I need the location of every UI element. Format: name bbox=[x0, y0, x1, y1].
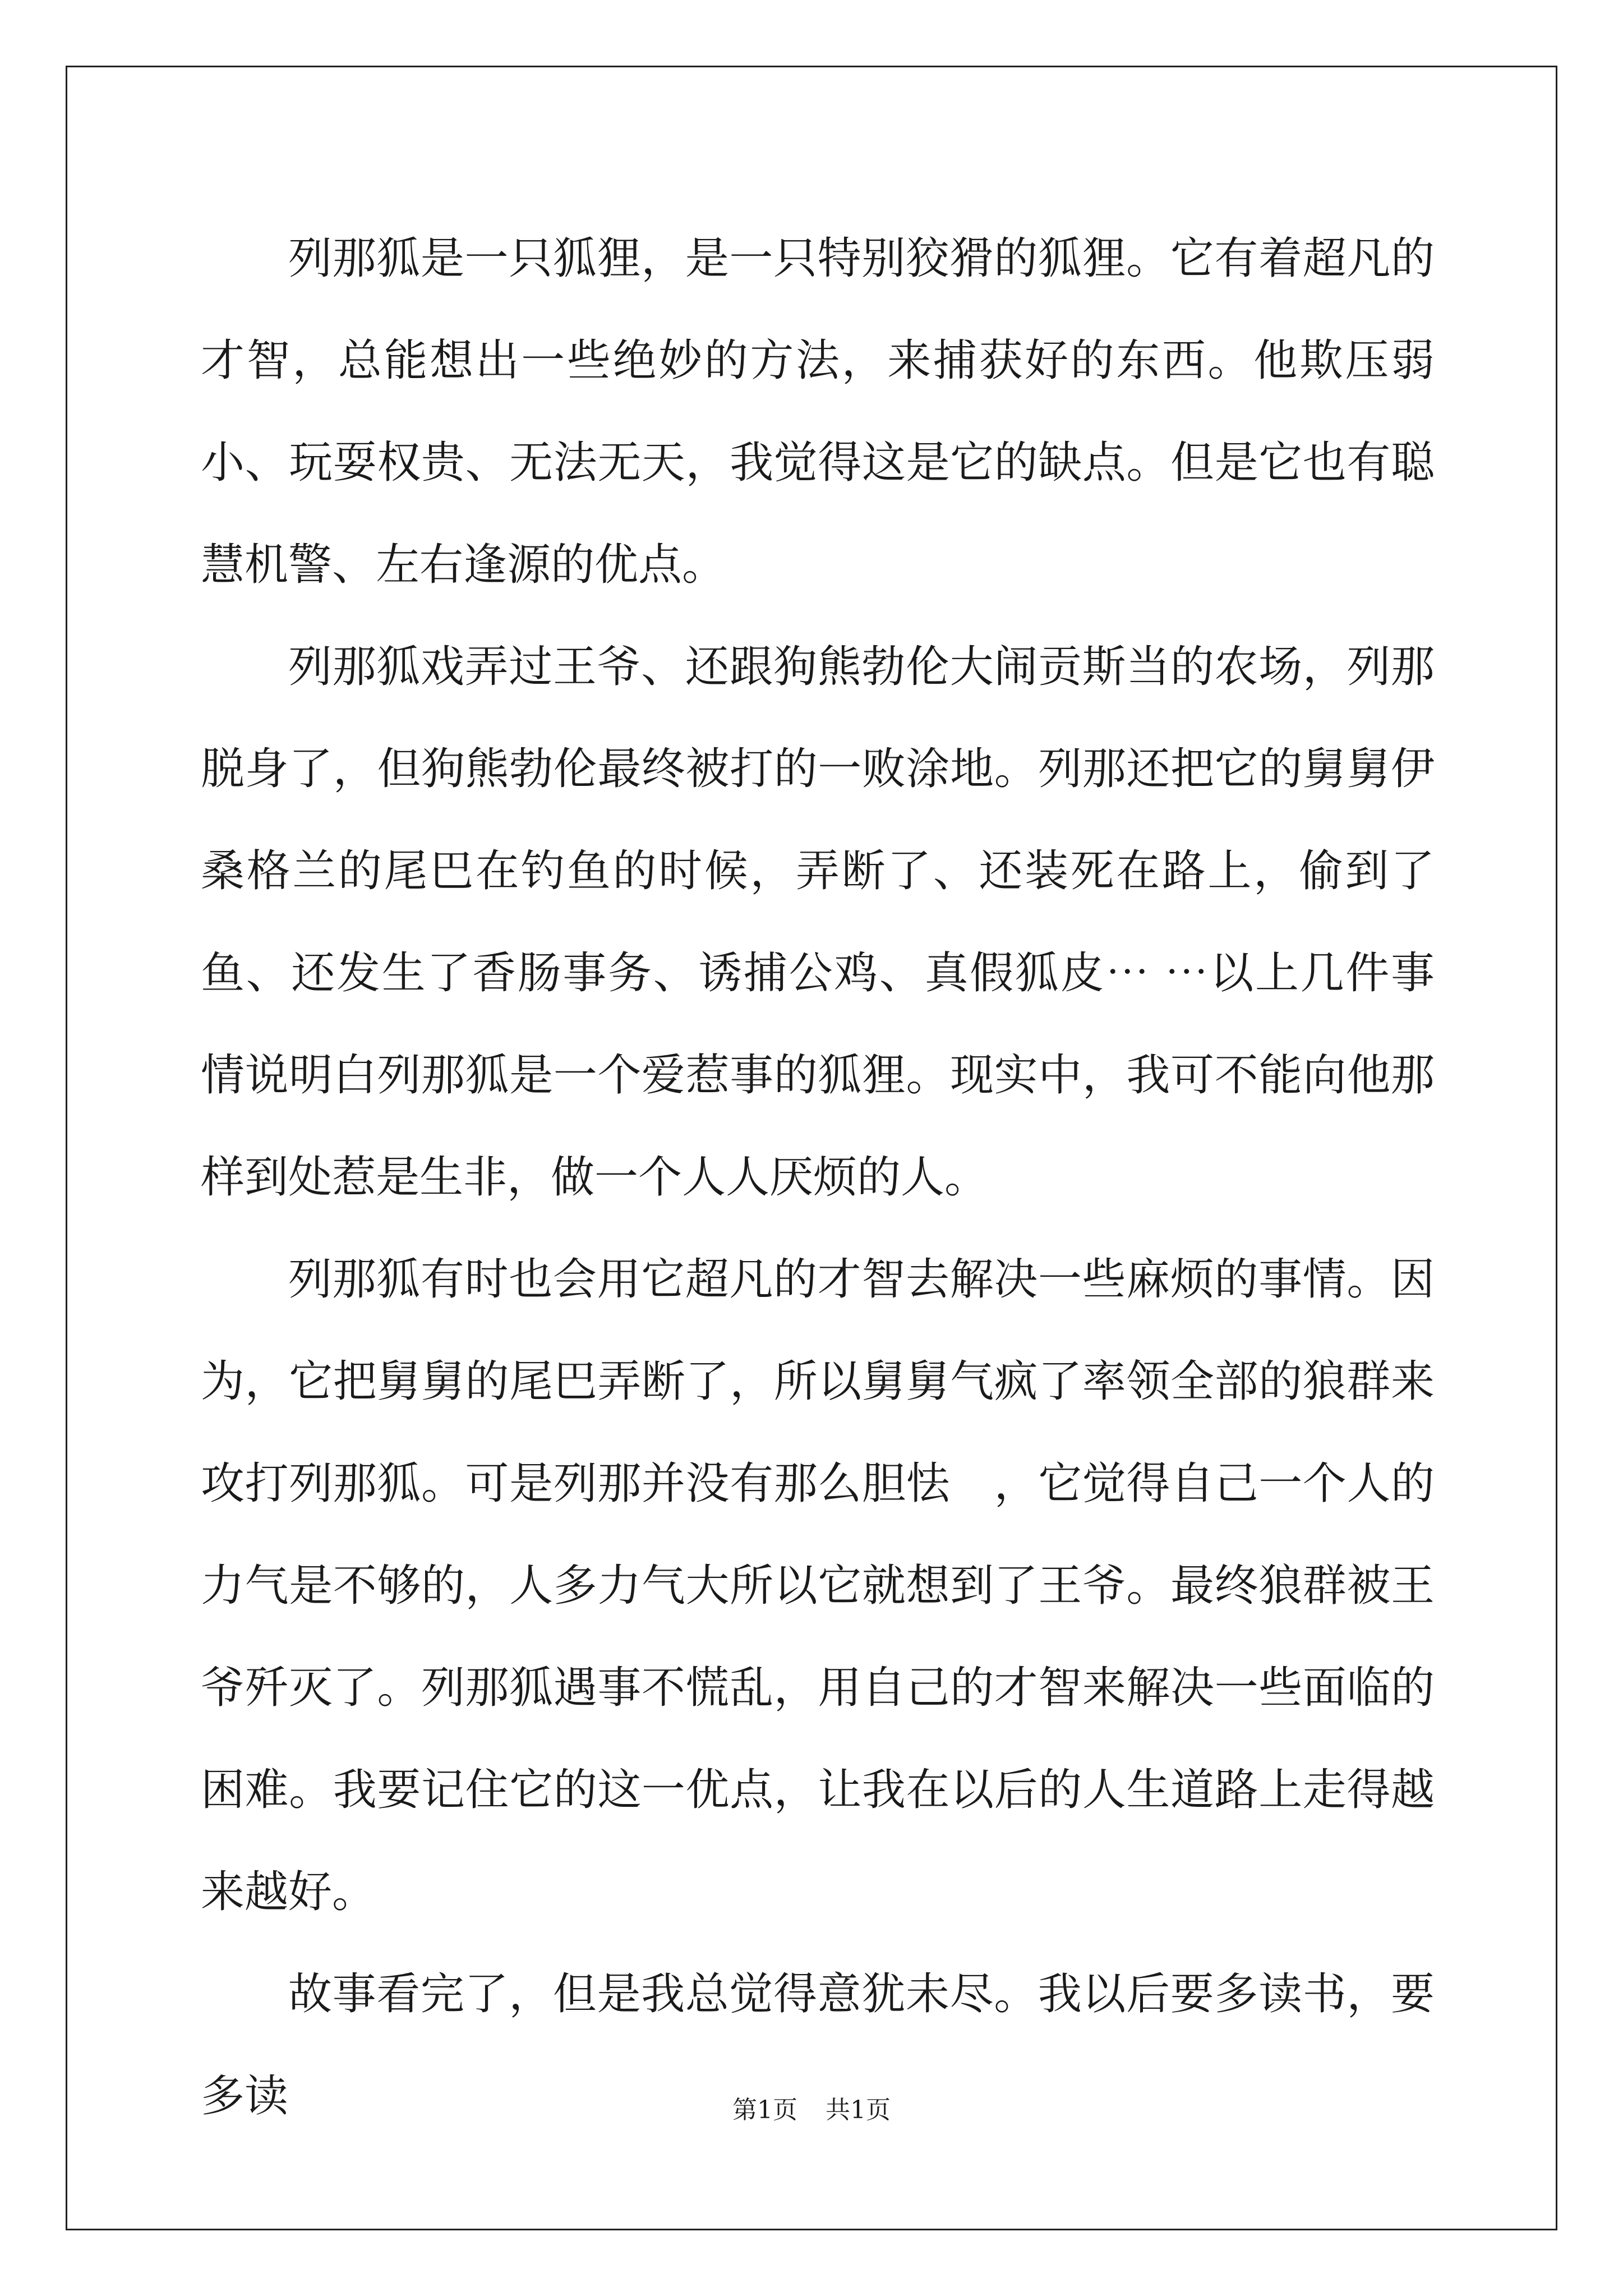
page-footer bbox=[0, 2090, 1623, 2125]
page-number: 第1页 bbox=[732, 2096, 797, 2124]
paragraph-1: 列那狐是一只狐狸，是一只特别狡猾的狐狸。它有着超凡的才智，总能想出一些绝妙的方法，来捕获好的东西。他欺压弱小、玩耍权贵、无法无天，我觉得这是它的缺点。但是它也有聪慧机警、左右逢源的优点。 bbox=[201, 233, 1435, 590]
paragraph-2: 列那狐戏弄过王爷、还跟狗熊勃伦大闹贡斯当的农场，列那脱身了，但狗熊勃伦最终被打的一败涂地。列那还把它的舅舅伊桑格兰的尾巴在钓鱼的时候，弄断了、还装死在路上，偷到了鱼、还发生了香肠事务、诱捕公鸡、真假狐皮⋯ ⋯以上几件事情说明白列那狐是一个爱惹事的狐狸。现实中，我可不能向他那样到处惹是生非，做一个人人厌烦的人。 bbox=[201, 642, 1435, 1203]
page-total: 共1页 bbox=[826, 2096, 891, 2124]
paragraph-4: 故事看完了，但是我总觉得意犹未尽。我以后要多读书，要多读 bbox=[201, 1969, 1435, 2122]
document-body bbox=[201, 208, 1435, 2147]
paragraph-3: 列那狐有时也会用它超凡的才智去解决一些麻烦的事情。因为，它把舅舅的尾巴弄断了，所以舅舅气疯了率领全部的狼群来攻打列那狐。可是列那并没有那么胆怯 ，它觉得自己一个人的力气是不够的，人多力气大所以它就想到了王爷。最终狼群被王爷歼灭了。列那狐遇事不慌乱，用自己的才智来解决一些面临的困难。我要记住它的这一优点，让我在以后的人生道路上走得越来越好。 bbox=[201, 1254, 1435, 1917]
